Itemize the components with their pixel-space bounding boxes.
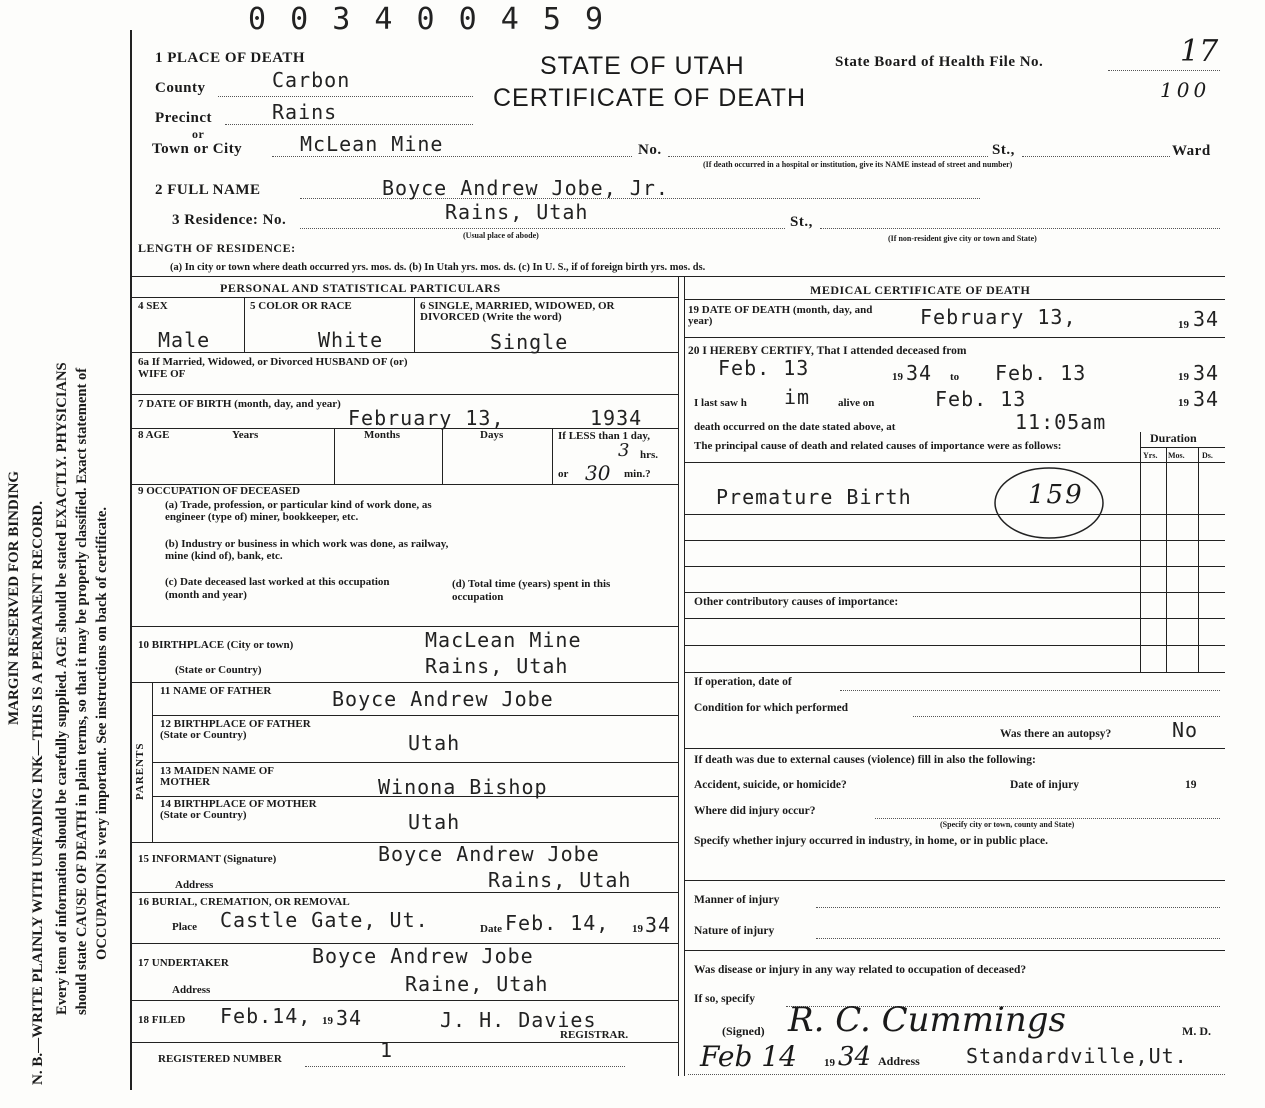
- years-label: Years: [232, 429, 259, 441]
- to-year: 34: [1193, 361, 1220, 385]
- residence-st-label: St.,: [790, 214, 813, 230]
- days-label: Days: [480, 429, 504, 441]
- birthplace-label: 10 BIRTHPLACE (City or town): [138, 639, 294, 651]
- hrs-label: hrs.: [640, 449, 659, 461]
- mother-label: 13 MAIDEN NAME OF MOTHER: [160, 765, 274, 788]
- manner-label: Manner of injury: [694, 894, 780, 906]
- informant-name: Boyce Andrew Jobe: [378, 842, 600, 866]
- dob-label: 7 DATE OF BIRTH (month, day, and year): [138, 398, 341, 410]
- min-label: min.?: [624, 468, 651, 480]
- file-no: 17: [1180, 34, 1219, 69]
- autopsy-label: Was there an autopsy?: [1000, 728, 1112, 740]
- marital-label: 6 SINGLE, MARRIED, WIDOWED, OR DIVORCED (Write the word): [420, 300, 615, 323]
- burial-year-prefix: 19: [632, 923, 643, 935]
- state-title: STATE OF UTAH: [540, 52, 745, 80]
- birthplace-value: MacLean Mine: [425, 628, 582, 652]
- registrar-name: J. H. Davies: [440, 1008, 597, 1032]
- specify-label: Specify whether injury occurred in industry, in home, or in public place.: [694, 835, 1048, 847]
- alive-year: 34: [1193, 387, 1220, 411]
- undertaker-address: Raine, Utah: [405, 972, 549, 996]
- other-causes-label: Other contributory causes of importance:: [694, 596, 899, 608]
- filed-year: 34: [336, 1006, 363, 1030]
- alive-date: Feb. 13: [935, 387, 1027, 411]
- sex-value: Male: [158, 328, 211, 352]
- informant-label: 15 INFORMANT (Signature): [138, 853, 277, 865]
- margin-instruction-3: OCCUPATION is very important. See instructions on back of certificate.: [94, 506, 110, 960]
- nature-label: Nature of injury: [694, 925, 775, 937]
- residence-value: Rains, Utah: [445, 200, 589, 224]
- father-birthplace: Utah: [408, 731, 461, 755]
- or-min-label: or: [558, 468, 569, 480]
- registered-number-label: REGISTERED NUMBER: [158, 1053, 282, 1065]
- marital-value: Single: [490, 330, 569, 354]
- where-note: (Specify city or town, county and State): [940, 820, 1075, 829]
- burial-date: Feb. 14,: [505, 911, 610, 935]
- certify-label: 20 I HEREBY CERTIFY, That I attended deceased from: [688, 345, 967, 357]
- occupation-b: (b) Industry or business in which work was done, as railway, mine (kind of), bank, etc.: [165, 538, 449, 562]
- min-value: 30: [585, 461, 611, 485]
- informant-address-label: Address: [175, 879, 214, 891]
- mother-birthplace-label: 14 BIRTHPLACE OF MOTHER (State or Country): [160, 798, 317, 821]
- operation-label: If operation, date of: [694, 676, 792, 688]
- duration-mos: Mos.: [1168, 451, 1185, 460]
- injury-year-label: 19: [1185, 779, 1197, 791]
- race-value: White: [318, 328, 384, 352]
- injury-date-label: Date of injury: [1010, 779, 1079, 791]
- death-time-label: death occurred on the date stated above, at: [694, 421, 896, 433]
- certificate-title: CERTIFICATE OF DEATH: [493, 84, 807, 112]
- dob-value: February 13,: [348, 406, 505, 430]
- personal-section-title: PERSONAL AND STATISTICAL PARTICULARS: [220, 281, 501, 295]
- dod-year: 34: [1193, 307, 1220, 331]
- filed-year-prefix: 19: [322, 1015, 333, 1027]
- filed-date: Feb.14,: [220, 1004, 312, 1028]
- county-value: Carbon: [272, 68, 351, 92]
- alive-year-prefix: 19: [1178, 397, 1189, 409]
- if-so-label: If so, specify: [694, 993, 756, 1005]
- to-label: to: [950, 371, 960, 383]
- sign-year: 34: [838, 1042, 872, 1072]
- death-time: 11:05am: [1015, 410, 1107, 434]
- dod-label: 19 DATE OF DEATH (month, day, and year): [688, 304, 873, 327]
- birthplace-state-label: (State or Country): [175, 664, 262, 676]
- to-year-prefix: 19: [1178, 371, 1189, 383]
- months-label: Months: [364, 429, 401, 441]
- father-value: Boyce Andrew Jobe: [332, 687, 554, 711]
- dob-year: 1934: [590, 406, 643, 430]
- father-birthplace-label: 12 BIRTHPLACE OF FATHER (State or Country): [160, 718, 311, 741]
- md-label: M. D.: [1182, 1024, 1211, 1038]
- occupation-d: (d) Total time (years) spent in this occupation: [452, 578, 611, 603]
- physician-address: Standardville,Ut.: [966, 1044, 1188, 1068]
- from-date: Feb. 13: [718, 356, 810, 380]
- spouse-label: 6a If Married, Widowed, or Divorced HUSBAND OF (or) WIFE OF: [138, 356, 408, 380]
- occupation-label: 9 OCCUPATION OF DECEASED: [138, 485, 301, 497]
- cause-label: The principal cause of death and related causes of importance were as follows:: [694, 440, 1062, 452]
- hrs-value: 3: [618, 440, 630, 461]
- st-label: St.,: [992, 142, 1015, 158]
- file-no-label: State Board of Health File No.: [835, 54, 1044, 70]
- autopsy-value: No: [1172, 718, 1199, 742]
- mother-birthplace: Utah: [408, 810, 461, 834]
- occupation-a: (a) Trade, profession, or particular kind of work done, as engineer (type of) miner, bookkeeper, etc.: [165, 499, 432, 523]
- cause-value: Premature Birth: [716, 485, 912, 509]
- sex-label: 4 SEX: [138, 300, 168, 312]
- frame-left: [130, 30, 132, 1090]
- place-of-death-label: 1 PLACE OF DEATH: [155, 50, 306, 66]
- from-year: 34: [906, 361, 933, 385]
- undertaker-label: 17 UNDERTAKER: [138, 957, 229, 969]
- birthplace-state: Rains, Utah: [425, 654, 569, 678]
- precinct-label: Precinct: [155, 110, 213, 126]
- margin-ink-note: N. B.—WRITE PLAINLY WITH UNFADING INK—THIS IS A PERMANENT RECORD.: [30, 501, 46, 1085]
- dod-year-prefix: 19: [1178, 319, 1189, 331]
- length-residence-line: (a) In city or town where death occurred yrs. mos. ds. (b) In Utah yrs. mos. ds. (c) In U. S., if of foreign birth yrs. mos. ds.: [170, 262, 706, 273]
- registrar-label: REGISTRAR.: [560, 1029, 629, 1041]
- margin-instruction-2: should state CAUSE OF DEATH in plain terms, so that it may be properly classified. Exact statement of: [74, 367, 90, 1015]
- last-saw-label: I last saw h: [694, 397, 747, 409]
- duration-ds: Ds.: [1202, 451, 1213, 460]
- duration-label: Duration: [1150, 431, 1197, 445]
- parents-side-label: PARENTS: [134, 742, 146, 800]
- to-date: Feb. 13: [995, 361, 1087, 385]
- filed-label: 18 FILED: [138, 1014, 186, 1026]
- margin-binding: MARGIN RESERVED FOR BINDING: [6, 470, 22, 725]
- registered-number: 1: [380, 1038, 394, 1062]
- margin-instruction-1: Every item of information should be carefully supplied. AGE should be stated EXACTLY. PHYSICIANS: [54, 362, 70, 1015]
- burial-year: 34: [645, 913, 672, 937]
- burial-place: Castle Gate, Ut.: [220, 908, 429, 932]
- where-label: Where did injury occur?: [694, 805, 816, 817]
- hospital-note: (If death occurred in a hospital or institution, give its NAME instead of street and number): [703, 160, 1013, 169]
- serial-number: 0 0 3 4 0 0 4 5 9: [248, 2, 607, 37]
- length-residence-label: LENGTH OF RESIDENCE:: [138, 241, 296, 255]
- no-label: No.: [638, 142, 662, 158]
- informant-address: Rains, Utah: [488, 868, 632, 892]
- mother-value: Winona Bishop: [378, 775, 548, 799]
- from-year-prefix: 19: [892, 371, 903, 383]
- medical-section-title: MEDICAL CERTIFICATE OF DEATH: [810, 283, 1031, 297]
- ward-label: Ward: [1172, 143, 1211, 159]
- county-label: County: [155, 80, 206, 96]
- condition-label: Condition for which performed: [694, 702, 849, 714]
- duration-yrs: Yrs.: [1143, 451, 1158, 460]
- burial-label: 16 BURIAL, CREMATION, OR REMOVAL: [138, 896, 350, 908]
- undertaker-address-label: Address: [172, 984, 211, 996]
- burial-date-label: Date: [480, 923, 502, 935]
- full-name-label: 2 FULL NAME: [155, 182, 261, 198]
- residence-label: 3 Residence: No.: [172, 212, 287, 228]
- physician-address-label: Address: [878, 1054, 920, 1068]
- accident-label: Accident, suicide, or homicide?: [694, 779, 847, 791]
- dod-value: February 13,: [920, 305, 1077, 329]
- father-label: 11 NAME OF FATHER: [160, 685, 272, 697]
- last-saw-value: im: [784, 385, 811, 409]
- signed-label: (Signed): [722, 1024, 765, 1038]
- file-no-sub: 100: [1160, 78, 1211, 102]
- usual-abode-note: (Usual place of abode): [463, 231, 539, 240]
- nonresident-note: (If non-resident give city or town and State): [888, 234, 1037, 243]
- occupation-question: Was disease or injury in any way related to occupation of deceased?: [694, 964, 1027, 976]
- burial-place-label: Place: [172, 921, 198, 933]
- town-label: Town or City: [152, 141, 243, 157]
- sign-year-prefix: 19: [824, 1057, 835, 1069]
- physician-signature: R. C. Cummings: [788, 1000, 1067, 1040]
- alive-label: alive on: [838, 397, 875, 409]
- sign-date: Feb 14: [700, 1040, 797, 1073]
- external-label: If death was due to external causes (violence) fill in also the following:: [694, 754, 1036, 766]
- age-label: 8 AGE: [138, 429, 170, 441]
- occupation-c: (c) Date deceased last worked at this occupation (month and year): [165, 576, 390, 601]
- precinct-value: Rains: [272, 100, 338, 124]
- less-than-label: If LESS than 1 day,: [558, 430, 651, 442]
- undertaker-name: Boyce Andrew Jobe: [312, 944, 534, 968]
- race-label: 5 COLOR OR RACE: [250, 300, 352, 312]
- town-value: McLean Mine: [300, 132, 444, 156]
- cause-code: 159: [1028, 480, 1084, 510]
- cause-code-circle: [990, 462, 1108, 544]
- full-name-value: Boyce Andrew Jobe, Jr.: [382, 176, 669, 200]
- or-label: or: [192, 127, 205, 141]
